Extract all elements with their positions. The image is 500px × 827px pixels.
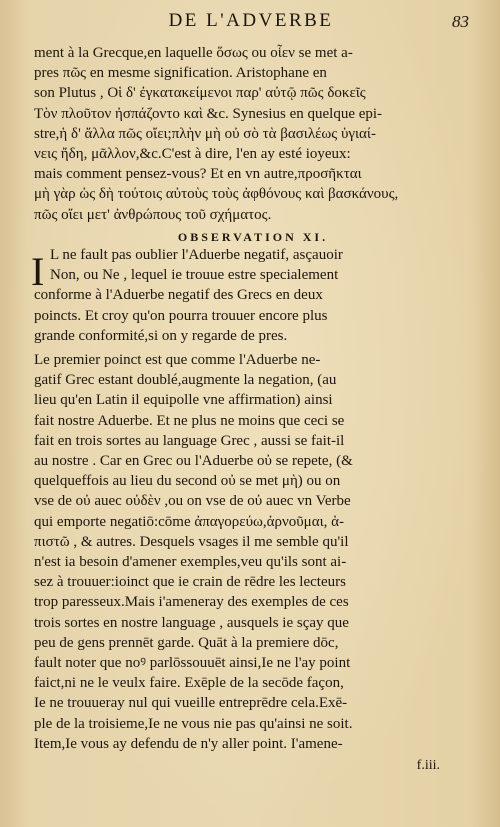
text-line: fait nostre Aduerbe. Et ne plus ne moins que ceci se	[34, 412, 345, 429]
text-line: νεις ἤδη, μᾶλλον,&c.C'est à dire, l'en ay esté ioyeux:	[34, 146, 351, 162]
running-head: DE L'ADVERBE	[168, 10, 334, 31]
text-line: Le premier poinct est que comme l'Aduerbe ne-	[34, 352, 321, 368]
text-line: fait en trois sortes au language Grec , aussi se fait-il	[34, 432, 345, 449]
text-line: qui emporte negatiō:cōme ἀπαγορεύω,ἀρνοῦμαι, ἀ-	[34, 513, 344, 530]
signature-mark: f.iii.	[416, 758, 440, 773]
text-line: Ie ne trouueray nul qui vueille entreprēdre cela.Exē-	[34, 695, 348, 712]
text-line: faict,ni ne le veulx faire. Exēple de la secōde façon,	[34, 675, 344, 692]
text-line: stre,ἡ δ' ἄλλα πῶς οἴει;πλὴν μὴ οὐ σὸ τὰ βασιλέως ὑγιαί-	[34, 125, 376, 142]
text-line: conforme à l'Aduerbe negatif des Grecs en deux	[34, 287, 323, 304]
text-line: quelqueffois au lieu du second οὐ se met μὴ) ou on	[34, 473, 341, 490]
section-heading: OBSERVATION XI.	[177, 229, 329, 244]
text-line: Τὸν πλοῦτον ἠσπάζοντο καὶ &c. Synesius en quelque epi-	[34, 105, 383, 122]
text-line: πῶς οἴει μετ' ἀνθρώπους τοῦ σχήματος.	[34, 206, 272, 223]
text-line: son Plutus , Οἱ δ' ἐγκατακείμενοι παρ' αὐτῷ πῶς δοκεῖς	[34, 85, 366, 102]
text-line: peu de gens prennēt garde. Quāt à la premiere dōc,	[34, 634, 339, 651]
text-line: trop paresseux.Mais i'ameneray des exemples de ces	[34, 594, 349, 611]
text-line: pres πῶς en mesme signification. Aristophane en	[34, 65, 327, 82]
text-line: ment à la Grecque,en laquelle ὅσως ou οἷεν se met a-	[34, 45, 353, 61]
text-line: grande conformité,si on y regarde de pres.	[34, 327, 288, 344]
text-line: poincts. Et croy qu'on pourra trouuer encore plus	[34, 307, 328, 324]
text-line: sez à trouuer:ioinct que ie crain de rēdre les lecteurs	[34, 574, 346, 591]
text-line: au nostre . Car en Grec ou l'Aduerbe οὐ se repete, (&	[34, 453, 353, 469]
page-number: 83	[452, 12, 469, 31]
text-line: Item,Ie vous ay defendu de n'y aller point. I'amene-	[34, 735, 343, 752]
text-line: ple de la troisieme,Ie ne vous nie pas qu'ainsi ne soit.	[34, 715, 353, 732]
text-line: πιστῶ , & autres. Desquels vsages il me semble qu'il	[34, 533, 349, 550]
text-line: gatif Grec estant doublé,augmente la negation, (au	[34, 372, 337, 389]
text-line: mais comment pensez-vous? Et en vn autre,πρoσῆκται	[34, 166, 362, 183]
text-line: n'est ia besoin d'amener exemples,veu qu'ils sont ai-	[34, 554, 347, 570]
text-line: Non, ou Ne , lequel ie trouue estre specialement	[50, 267, 339, 284]
text-line: lieu qu'en Latin il equipolle vne affirmation) ainsi	[34, 392, 333, 409]
text-line: vse de οὐ auec οὐδὲν ,ou on vse de οὐ auec vn Verbe	[34, 493, 351, 510]
text-line: μὴ γὰρ ὡς δὴ τούτοις αὐτοὺς τοὺς ἀφθόνους καὶ βασκάνους,	[34, 186, 399, 203]
text-line: fault noter que noꝰ parlōssouuēt ainsi,Ie ne l'ay point	[34, 655, 351, 671]
text-line: trois sortes en nostre language , ausquels ie sçay que	[34, 614, 349, 631]
drop-capital: I	[31, 249, 45, 294]
text-line: L ne fault pas oublier l'Aduerbe negatif, asçauoir	[50, 247, 343, 263]
